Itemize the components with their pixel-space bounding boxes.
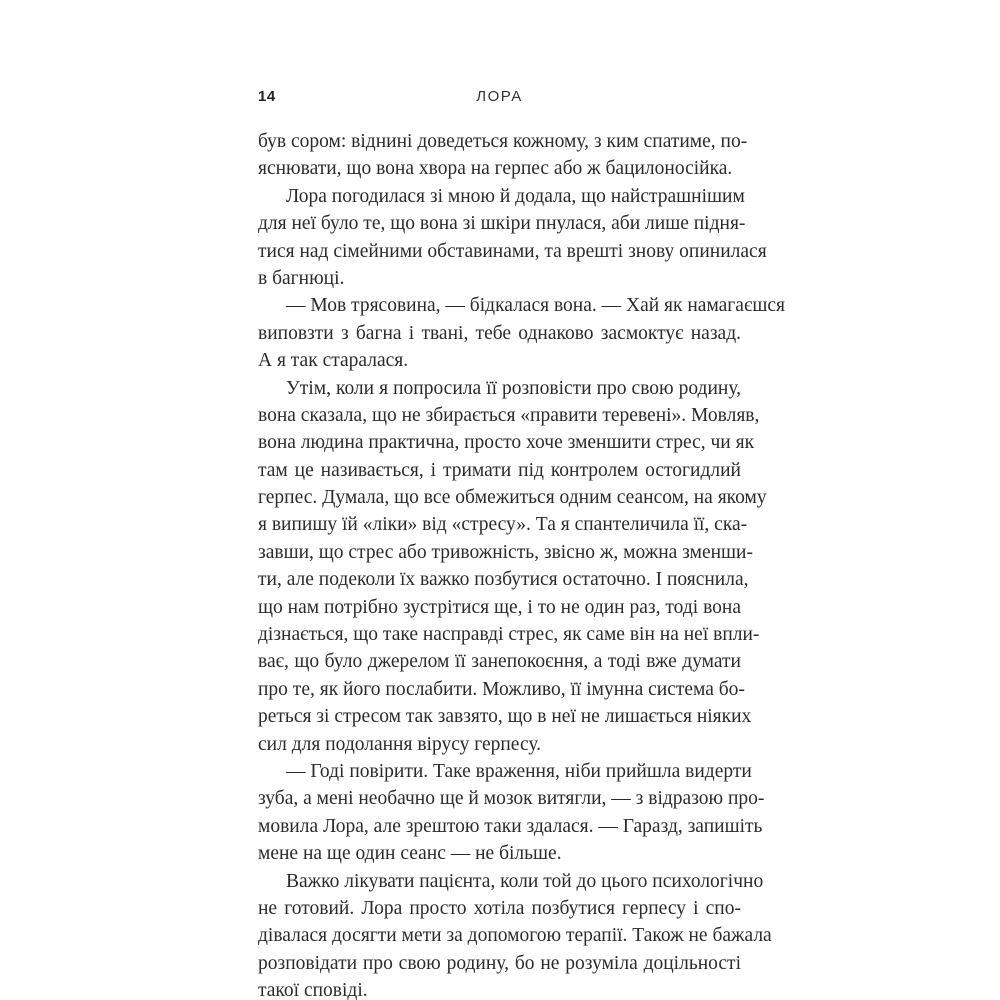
text-line: ває, що було джерелом її занепокоєння, а тоді вже думати — [258, 651, 741, 673]
text-line: мовила Лора, але зрештою таки здалася. — Гаразд, запишіть — [258, 815, 763, 837]
text-line: — Годі повірити. Таке враження, ніби прийшла видерти — [286, 760, 752, 782]
text-line: яснювати, що вона хвора на герпес або ж бацилоносійка. — [258, 158, 733, 180]
text-line: герпес. Думала, що все обмежиться одним сеансом, на якому — [258, 487, 767, 509]
text-line: реться зі стресом так завзято, що в неї не лишається ніяких — [258, 706, 752, 728]
text-line: розповідати про свою родину, бо не розуміла доцільності — [258, 952, 741, 974]
text-line: вона людина практична, просто хоче зменшити стрес, чи як — [258, 432, 755, 454]
text-line: дізнається, що таке насправді стрес, як саме він на неї впли- — [258, 624, 760, 646]
body-text — [258, 128, 785, 1000]
text-line: тися над сімейними обставинами, та врешті знову опинилася — [258, 240, 767, 262]
text-line: там це називається, і тримати під контролем остогидлий — [258, 459, 741, 481]
text-line: про те, як його послабити. Можливо, її імунна система бо- — [258, 678, 745, 700]
text-line: сил для подолання вірусу герпесу. — [258, 733, 542, 755]
text-line: Важко лікувати пацієнта, коли той до цього психологічно — [286, 870, 764, 892]
text-line: зуба, а мені необачно ще й мозок витягли, — з відразою про- — [258, 788, 765, 810]
text-line: вона сказала, що не збирається «правити теревені». Мовляв, — [258, 404, 760, 426]
text-line: для неї було те, що вона зі шкіри пнулася, аби лише підня- — [258, 213, 746, 235]
text-line: я випишу їй «ліки» від «стресу». Та я спантеличила її, ска- — [258, 514, 748, 536]
text-line: такої сповіді. — [258, 980, 368, 1000]
text-line: не готовий. Лора просто хотіла позбутися герпесу і спо- — [258, 897, 741, 919]
text-line: Утім, коли я попросила її розповісти про свою родину, — [286, 377, 741, 399]
text-line: ти, але подеколи їх важко позбутися остаточно. І пояснила, — [258, 569, 749, 591]
text-line: що нам потрібно зустрітися ще, і то не один раз, тоді вона — [258, 596, 741, 618]
text-line: виповзти з багна і твані, тебе однаково засмоктує назад. — [258, 322, 741, 344]
text-line: мене на ще один сеанс — не більше. — [258, 843, 562, 865]
text-line: Лора погодилася зі мною й додала, що найстрашнішим — [286, 185, 745, 207]
running-head — [258, 88, 741, 108]
text-line: завши, що стрес або тривожність, звісно ж, можна зменши- — [258, 541, 753, 563]
text-line: дівалася досягти мети за допомогою терапії. Також не бажала — [258, 925, 772, 947]
page-number: 14 — [258, 88, 276, 105]
text-line: в багнюці. — [258, 267, 345, 289]
text-line: був сором: віднині доведеться кожному, з ким спатиме, по- — [258, 131, 748, 152]
text-line: А я так старалася. — [258, 350, 409, 372]
running-title: ЛОРА — [476, 88, 523, 105]
text-line: — Мов трясовина, — бідкалася вона. — Хай як намагаєшся — [286, 295, 785, 317]
